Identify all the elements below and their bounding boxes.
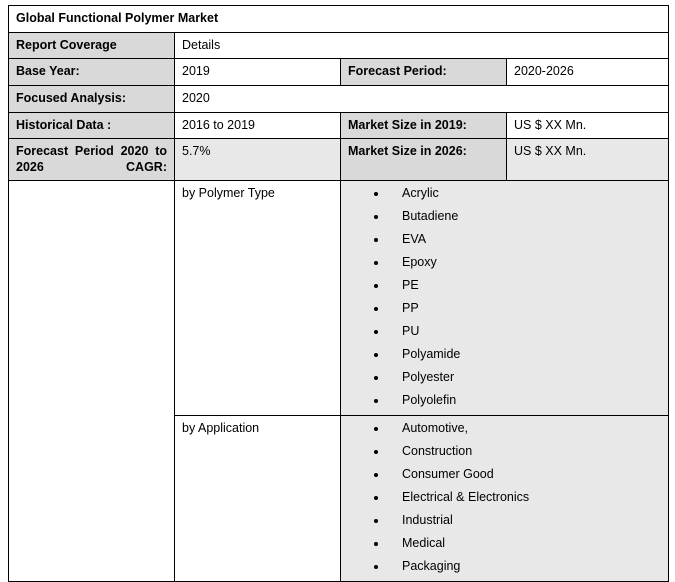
cagr-label: Forecast Period 2020 to 2026 CAGR: <box>9 139 175 181</box>
list-item: • Polyester <box>388 370 661 385</box>
report-coverage-table <box>8 5 669 582</box>
base-year-label: Base Year: <box>9 59 175 86</box>
market-size-2019-value: US $ XX Mn. <box>507 112 669 139</box>
historical-data-value: 2016 to 2019 <box>175 112 341 139</box>
list-item: • Polyamide <box>388 347 661 362</box>
list-item: • PE <box>388 278 661 293</box>
market-size-2019-label: Market Size in 2019: <box>341 112 507 139</box>
historical-data-label: Historical Data : <box>9 112 175 139</box>
list-item: • Electrical & Electronics <box>388 490 661 505</box>
list-item: • Butadiene <box>388 209 661 224</box>
focused-analysis-value: 2020 <box>175 85 669 112</box>
list-item: • Acrylic <box>388 186 661 201</box>
table-title: Global Functional Polymer Market <box>9 6 669 33</box>
list-item: • EVA <box>388 232 661 247</box>
list-item: • PP <box>388 301 661 316</box>
market-size-2026-label: Market Size in 2026: <box>341 139 507 181</box>
forecast-period-label: Forecast Period: <box>341 59 507 86</box>
details-header: Details <box>175 32 669 59</box>
focused-analysis-label: Focused Analysis: <box>9 85 175 112</box>
segment-row-polymer-type <box>9 181 669 416</box>
table-row <box>9 112 669 139</box>
bullet-list <box>348 421 661 574</box>
segment-list-application <box>341 416 669 582</box>
base-year-value: 2019 <box>175 59 341 86</box>
table-row <box>9 85 669 112</box>
segment-label-application: by Application <box>175 416 341 582</box>
segment-spacer-cell <box>9 181 175 582</box>
list-item: • Medical <box>388 536 661 551</box>
list-item: • Epoxy <box>388 255 661 270</box>
table-row <box>9 139 669 181</box>
list-item: • Construction <box>388 444 661 459</box>
report-coverage-header: Report Coverage <box>9 32 175 59</box>
report-table-sheet <box>0 5 675 581</box>
segment-list-polymer-type <box>341 181 669 416</box>
list-item: • Automotive, <box>388 421 661 436</box>
table-header-row <box>9 32 669 59</box>
list-item: • Packaging <box>388 559 661 574</box>
forecast-period-value: 2020-2026 <box>507 59 669 86</box>
cagr-value: 5.7% <box>175 139 341 181</box>
list-item: • Consumer Good <box>388 467 661 482</box>
market-size-2026-value: US $ XX Mn. <box>507 139 669 181</box>
list-item: • Polyolefin <box>388 393 661 408</box>
list-item: • PU <box>388 324 661 339</box>
list-item: • Industrial <box>388 513 661 528</box>
segment-label-polymer-type: by Polymer Type <box>175 181 341 416</box>
table-title-row <box>9 6 669 33</box>
bullet-list <box>348 186 661 408</box>
table-row <box>9 59 669 86</box>
